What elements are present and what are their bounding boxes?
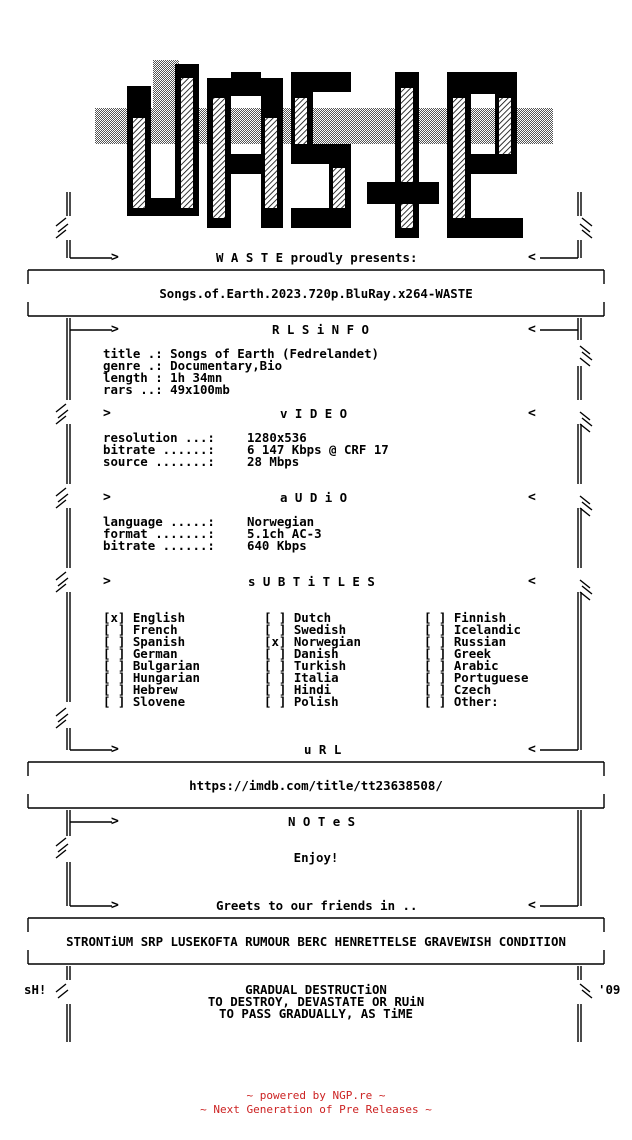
video-value: 28 Mbps (247, 454, 300, 469)
subtitle-option: [ ] Czech (424, 682, 492, 697)
arrow-left-icon: < (528, 322, 536, 337)
rlsinfo-line: length : 1h 34mn (103, 370, 223, 385)
right-tag: '09 (598, 982, 621, 997)
video-key: resolution ...: (103, 430, 215, 445)
audio-value: Norwegian (247, 514, 315, 529)
left-tag: sH! (24, 982, 47, 997)
subtitle-option: [ ] Italia (264, 670, 339, 685)
subtitle-option: [ ] French (103, 622, 178, 637)
subtitle-option: [ ] Other: (424, 694, 499, 709)
arrow-right-icon: > (103, 574, 111, 589)
subtitle-option: [ ] Spanish (103, 634, 186, 649)
audio-value: 640 Kbps (247, 538, 307, 553)
audio-key: language .....: (103, 514, 215, 529)
url-heading: u R L (304, 742, 342, 757)
video-key: source .......: (103, 454, 215, 469)
arrow-left-icon: < (528, 898, 536, 913)
arrow-right-icon: > (111, 814, 119, 829)
imdb-link[interactable]: https://imdb.com/title/tt23638508/ (189, 778, 443, 793)
subtitle-option: [ ] Hebrew (103, 682, 178, 697)
notes-text: Enjoy! (293, 850, 339, 865)
greets-groups: STRONTiUM SRP LUSEKOFTA RUMOUR BERC HENRETTELSE GRAVEWISH CONDITION (66, 934, 566, 949)
subtitle-option: [ ] German (103, 646, 178, 661)
presents-line: W A S T E proudly presents: (216, 250, 418, 265)
video-value: 1280x536 (247, 430, 307, 445)
motto-line: TO DESTROY, DEVASTATE OR RUiN (207, 994, 425, 1009)
rlsinfo-line: genre .: Documentary,Bio (103, 358, 283, 373)
notes-heading: N O T e S (288, 814, 356, 829)
motto-line: TO PASS GRADUALLY, AS TiME (219, 1006, 413, 1021)
greets-heading: Greets to our friends in .. (216, 898, 418, 913)
subtitle-option: [x] English (103, 610, 186, 625)
arrow-right-icon: > (111, 898, 119, 913)
arrow-right-icon: > (111, 742, 119, 757)
subtitle-option: [ ] Slovene (103, 694, 186, 709)
subtitle-option: [ ] Greek (424, 646, 492, 661)
arrow-left-icon: < (528, 250, 536, 265)
arrow-left-icon: < (528, 742, 536, 757)
arrow-left-icon: < (528, 574, 536, 589)
audio-key: format .......: (103, 526, 215, 541)
audio-key: bitrate ......: (103, 538, 215, 553)
subtitle-option: [ ] Polish (264, 694, 339, 709)
subtitle-option: [ ] Hindi (264, 682, 332, 697)
audio-heading: a U D i O (280, 490, 348, 505)
rlsinfo-heading: R L S i N F O (272, 322, 369, 337)
subtitle-option: [ ] Dutch (264, 610, 332, 625)
arrow-right-icon: > (111, 322, 119, 337)
motto-line: GRADUAL DESTRUCTiON (245, 982, 387, 997)
rlsinfo-line: rars ..: 49x100mb (103, 382, 230, 397)
subtitle-option: [ ] Russian (424, 634, 507, 649)
audio-value: 5.1ch AC-3 (247, 526, 322, 541)
powered-by: ~ powered by NGP.re ~ (246, 1089, 386, 1102)
subtitle-option: [ ] Icelandic (424, 622, 521, 637)
subtitle-option: [ ] Danish (264, 646, 339, 661)
subtitle-option: [ ] Finnish (424, 610, 507, 625)
arrow-left-icon: < (528, 406, 536, 421)
arrow-right-icon: > (111, 250, 119, 265)
subtitles-heading: s U B T i T L E S (248, 574, 375, 589)
subtitle-option: [ ] Hungarian (103, 670, 200, 685)
arrow-right-icon: > (103, 406, 111, 421)
video-heading: v I D E O (280, 406, 348, 421)
subtitle-option: [ ] Bulgarian (103, 658, 200, 673)
subtitle-option: [ ] Arabic (424, 658, 499, 673)
video-key: bitrate ......: (103, 442, 215, 457)
rlsinfo-line: title .: Songs of Earth (Fedrelandet) (103, 346, 380, 361)
arrow-right-icon: > (103, 490, 111, 505)
arrow-left-icon: < (528, 490, 536, 505)
subtitle-option: [ ] Portuguese (424, 670, 529, 685)
ngp-tagline: ~ Next Generation of Pre Releases ~ (200, 1103, 432, 1116)
subtitle-option: [ ] Swedish (264, 622, 347, 637)
subtitle-option: [x] Norwegian (264, 634, 361, 649)
waste-logo (95, 58, 555, 248)
release-name: Songs.of.Earth.2023.720p.BluRay.x264-WASTE (159, 286, 473, 301)
video-value: 6 147 Kbps @ CRF 17 (247, 442, 389, 457)
subtitle-option: [ ] Turkish (264, 658, 347, 673)
